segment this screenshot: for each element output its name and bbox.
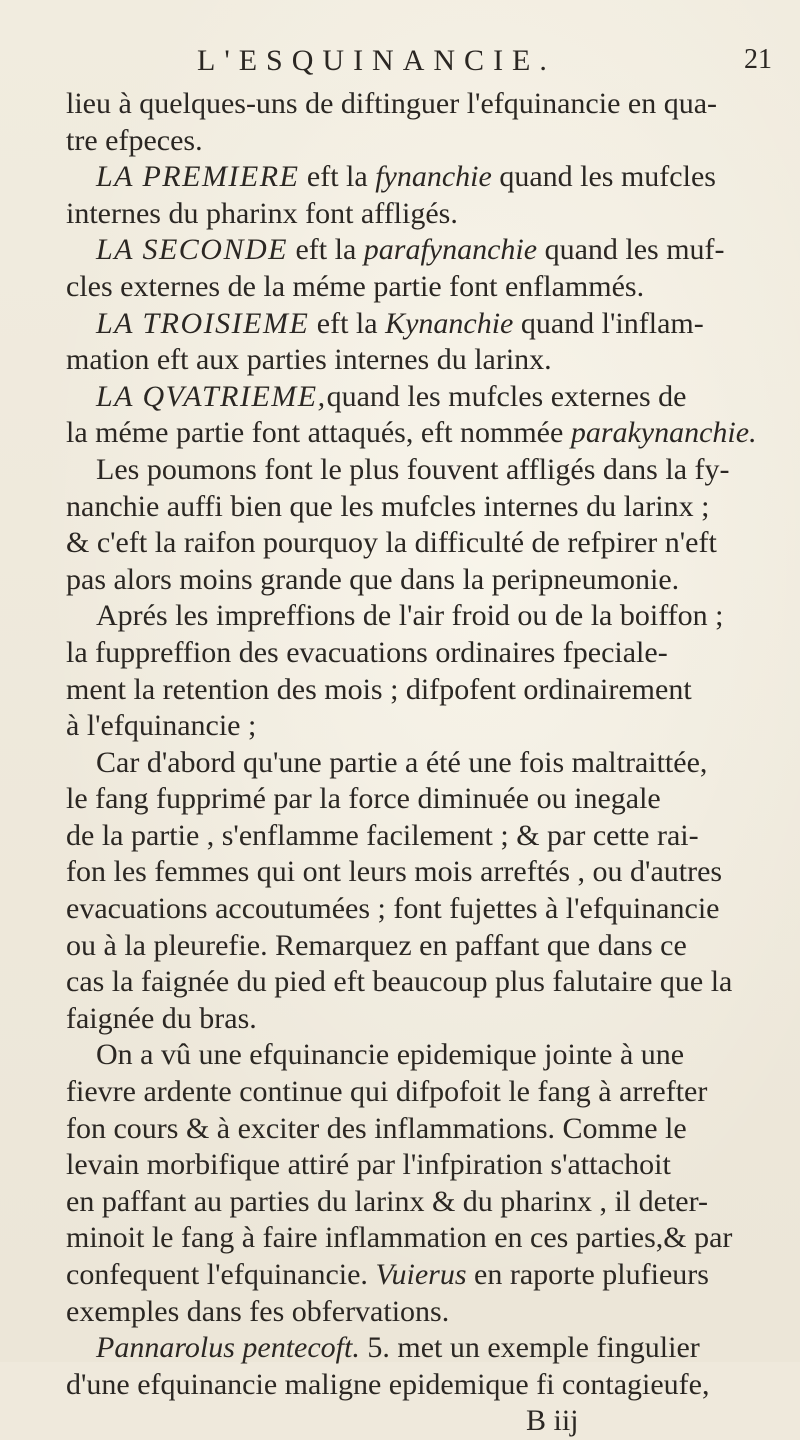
text-segment: fievre ardente continue qui difpofoit le fang à arrefter xyxy=(66,1075,708,1109)
text-segment: nanchie auffi bien que les mufcles internes du larinx ; xyxy=(66,489,710,523)
text-line xyxy=(66,415,796,452)
text-segment: d'une efquinancie maligne epidemique fi contagieufe, xyxy=(66,1367,710,1401)
text-segment: lieu à quelques-uns de diftinguer l'efquinancie en qua- xyxy=(66,87,718,120)
text-segment: minoit le fang à faire inflammation en ces parties,& par xyxy=(66,1221,733,1255)
italic-term: Vuierus xyxy=(375,1258,467,1291)
signature-mark xyxy=(66,1403,796,1440)
text-line xyxy=(66,379,796,416)
heading-word: LA QVATRIEME, xyxy=(96,379,327,413)
running-head xyxy=(0,44,800,84)
text-line xyxy=(66,1001,796,1038)
text-line xyxy=(66,1294,796,1331)
text-line xyxy=(66,598,796,635)
page-number: 21 xyxy=(744,44,772,75)
text-segment: ment la retention des mois ; difpofent ordinairement xyxy=(66,672,692,706)
text-line xyxy=(66,269,796,306)
text-segment: quand les muf- xyxy=(537,233,725,267)
italic-term: parakynanchie. xyxy=(570,416,757,450)
text-line xyxy=(66,306,796,343)
text-segment: Aprés les impreffions de l'air froid ou de la boiffon ; xyxy=(96,599,724,633)
heading-word: LA PREMIERE xyxy=(96,160,300,194)
italic-term: Pannarolus pentecoft. xyxy=(96,1331,360,1365)
text-segment: mation eft aux parties internes du larinx. xyxy=(66,343,552,377)
text-line xyxy=(66,123,796,160)
text-line xyxy=(66,635,796,672)
text-segment: la fuppreffion des evacuations ordinaires fpeciale- xyxy=(66,635,668,669)
text-line xyxy=(66,1037,796,1074)
italic-term: parafynanchie xyxy=(363,233,538,267)
text-segment: fon les femmes qui ont leurs mois arreftés , ou d'autres xyxy=(66,855,723,889)
text-line xyxy=(66,672,796,709)
text-segment: en raporte plufieurs xyxy=(466,1258,709,1291)
text-segment: exemples dans fes obfervations. xyxy=(66,1294,450,1328)
text-line xyxy=(66,159,796,196)
text-segment: internes du pharinx font affligés. xyxy=(66,196,458,230)
text-segment: tre efpeces. xyxy=(66,123,203,157)
text-segment: levain morbifique attiré par l'infpiration s'attachoit xyxy=(66,1148,671,1182)
text-segment: cles externes de la méme partie font enflammés. xyxy=(66,269,645,303)
text-line xyxy=(66,1257,796,1294)
text-segment: evacuations accoutumées ; font fujettes à l'efquinancie xyxy=(66,892,720,926)
text-line xyxy=(66,232,796,269)
text-segment: Les poumons font le plus fouvent affligés dans la fy- xyxy=(96,452,730,486)
text-segment: eft la xyxy=(299,160,376,194)
text-line xyxy=(66,891,796,928)
text-segment: ou à la pleurefie. Remarquez en paffant que dans ce xyxy=(66,928,687,962)
text-line xyxy=(66,452,796,489)
text-line xyxy=(66,562,796,599)
text-line xyxy=(66,86,796,123)
text-line xyxy=(66,928,796,965)
text-segment: quand les mufcles externes de xyxy=(326,379,687,413)
text-line xyxy=(66,1367,796,1404)
text-segment: quand l'inflam- xyxy=(513,306,704,340)
text-line xyxy=(66,854,796,891)
text-line xyxy=(66,1147,796,1184)
text-line xyxy=(66,745,796,782)
text-segment: la méme partie font attaqués, eft nommée xyxy=(66,416,571,450)
text-segment: de la partie , s'enflamme facilement ; & par cette rai- xyxy=(66,818,699,852)
text-segment: B iij xyxy=(526,1404,579,1438)
body-text xyxy=(66,86,796,1440)
text-segment: eft la xyxy=(309,306,386,340)
text-segment: à l'efquinancie ; xyxy=(66,709,257,743)
text-line xyxy=(66,708,796,745)
text-line xyxy=(66,1330,796,1367)
italic-term: Kynanchie xyxy=(385,306,514,340)
heading-word: LA SECONDE xyxy=(96,233,288,267)
text-segment: confequent l'efquinancie. xyxy=(66,1258,376,1291)
text-segment: le fang fupprimé par la force diminuée ou inegale xyxy=(66,782,661,816)
text-line xyxy=(66,489,796,526)
text-segment: pas alors moins grande que dans la peripneumonie. xyxy=(66,562,680,596)
text-segment: quand les mufcles xyxy=(491,160,716,194)
text-segment: Car d'abord qu'une partie a été une fois maltraittée, xyxy=(96,745,708,779)
text-segment: 5. met un exemple fingulier xyxy=(359,1331,700,1365)
text-segment: eft la xyxy=(287,233,364,267)
text-segment: faignée du bras. xyxy=(66,1001,257,1035)
text-line xyxy=(66,1111,796,1148)
text-line xyxy=(66,196,796,233)
text-line xyxy=(66,964,796,1001)
text-segment: & c'eft la raifon pourquoy la difficulté de refpirer n'eft xyxy=(66,526,717,560)
italic-term: fynanchie xyxy=(375,160,492,194)
heading-word: LA TROISIEME xyxy=(96,306,310,340)
text-segment: fon cours & à exciter des inflammations. Comme le xyxy=(66,1111,687,1145)
text-line xyxy=(66,781,796,818)
text-line xyxy=(66,818,796,855)
text-line xyxy=(66,1074,796,1111)
text-line xyxy=(66,1220,796,1257)
text-segment: cas la faignée du pied eft beaucoup plus falutaire que la xyxy=(66,965,733,999)
text-segment: en paffant au parties du larinx & du pharinx , il deter- xyxy=(66,1184,708,1218)
text-segment: On a vû une efquinancie epidemique jointe à une xyxy=(96,1038,685,1072)
text-line xyxy=(66,1184,796,1221)
text-line xyxy=(66,525,796,562)
text-line xyxy=(66,342,796,379)
running-title: L'ESQUINANCIE. xyxy=(197,44,556,77)
